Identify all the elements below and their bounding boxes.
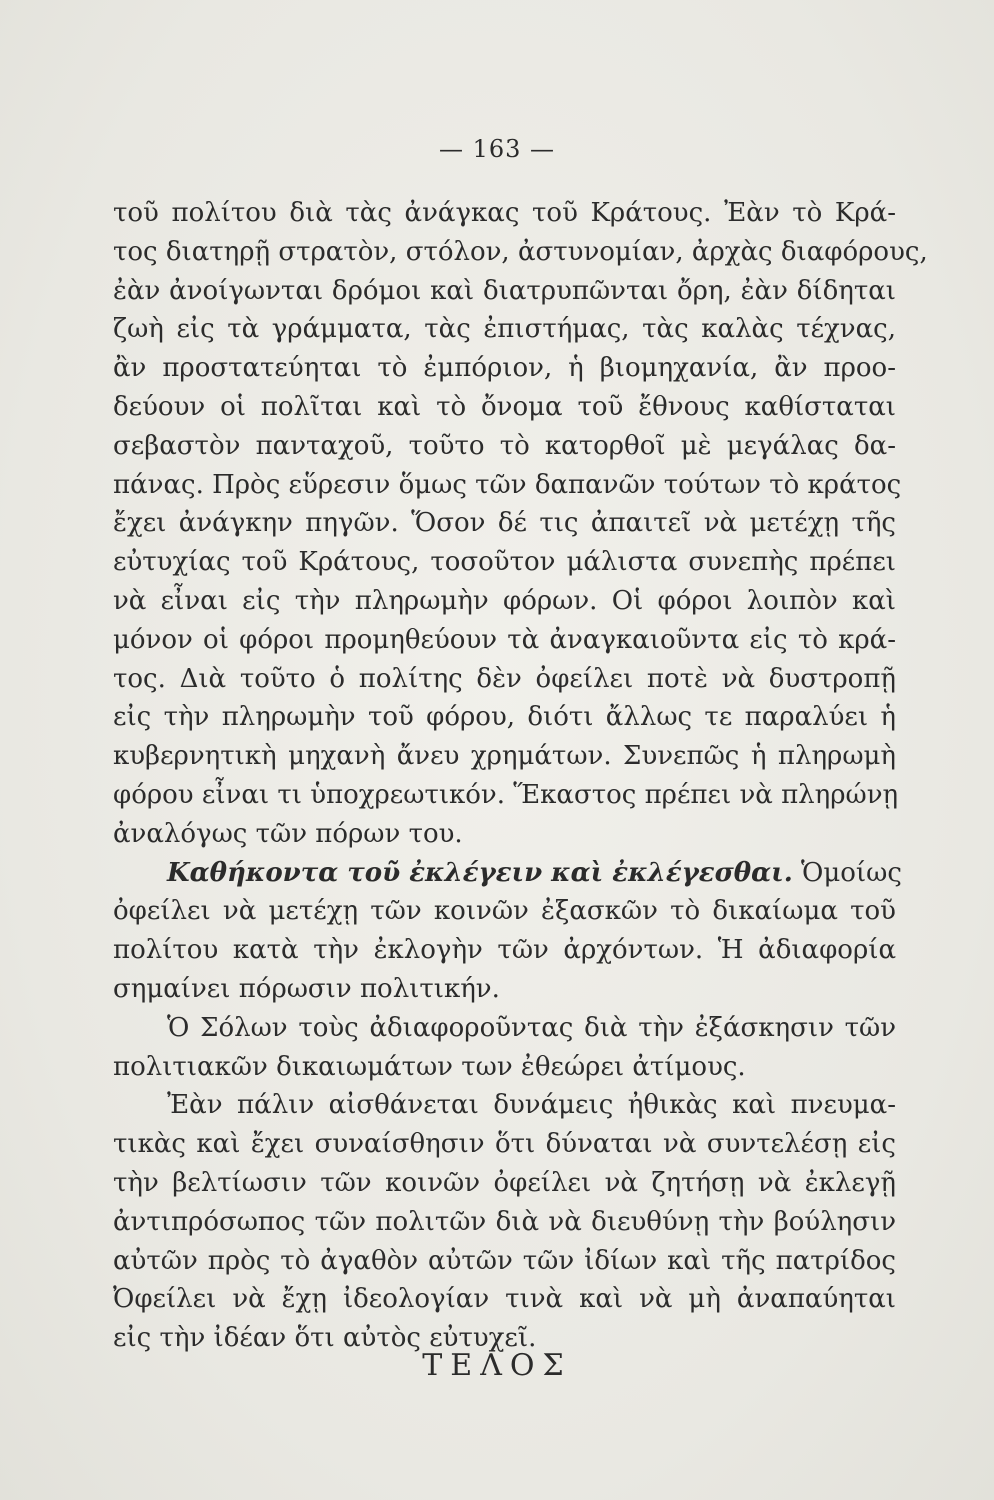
text-line: ἔχει ἀνάγκην πηγῶν. Ὅσον δέ τις ἀπαιτεῖ νὰ μετέχῃ τῆς — [113, 508, 896, 539]
page-number: — 163 — — [438, 135, 556, 163]
text-line: φόρου εἶναι τι ὑποχρεωτικόν. Ἕκαστος πρέπει νὰ πληρώνῃ — [113, 779, 899, 810]
text-line: δεύουν οἱ πολῖται καὶ τὸ ὄνομα τοῦ ἔθνους καθίσταται — [113, 391, 896, 422]
text-line: σημαίνει πόρωσιν πολιτικήν. — [113, 973, 500, 1004]
text-line: ζωὴ εἰς τὰ γράμματα, τὰς ἐπιστήμας, τὰς καλὰς τέχνας, — [113, 314, 896, 345]
section-heading-line — [113, 854, 902, 893]
text-line: πολίτου κατὰ τὴν ἐκλογὴν τῶν ἀρχόντων. Ἡ ἀδιαφορία — [113, 935, 896, 966]
text-line: ἂν προστατεύηται τὸ ἐμπόριον, ἡ βιομηχανία, ἂν προο- — [113, 353, 896, 384]
text-line: πολιτιακῶν δικαιωμάτων των ἐθεώρει ἀτίμους. — [113, 1051, 746, 1082]
text-line: σεβαστὸν πανταχοῦ, τοῦτο τὸ κατορθοῖ μὲ μεγάλας δα- — [113, 430, 896, 461]
text-line: Ὀφείλει νὰ ἔχῃ ἰδεολογίαν τινὰ καὶ νὰ μὴ ἀναπαύηται — [113, 1284, 896, 1315]
text-line: τὴν βελτίωσιν τῶν κοινῶν ὀφείλει νὰ ζητήσῃ νὰ ἐκλεγῇ — [113, 1167, 896, 1198]
end-mark: ΤΕΛΟΣ — [422, 1348, 572, 1383]
text-line: τος. Διὰ τοῦτο ὁ πολίτης δὲν ὀφείλει ποτὲ νὰ δυστροπῇ — [113, 663, 896, 694]
text-line: Ἐὰν πάλιν αἰσθάνεται δυνάμεις ἠθικὰς καὶ πνευμα- — [167, 1090, 896, 1121]
body-text — [113, 194, 928, 1358]
text-line: ἀντιπρόσωπος τῶν πολιτῶν διὰ νὰ διευθύνῃ τὴν βούλησιν — [113, 1206, 896, 1237]
text-line: τος διατηρῇ στρατὸν, στόλον, ἀστυνομίαν, ἀρχὰς διαφόρους, — [113, 236, 928, 267]
text-line: νὰ εἶναι εἰς τὴν πληρωμὴν φόρων. Οἱ φόροι λοιπὸν καὶ — [113, 585, 896, 616]
text-line: τικὰς καὶ ἔχει συναίσθησιν ὅτι δύναται νὰ συντελέσῃ εἰς — [113, 1129, 896, 1160]
heading-continuation: Ὁμοίως — [801, 857, 902, 888]
text-line: ἐὰν ἀνοίγωνται δρόμοι καὶ διατρυπῶνται ὄρη, ἐὰν δίδηται — [113, 275, 896, 306]
text-line: κυβερνητικὴ μηχανὴ ἄνευ χρημάτων. Συνεπῶς ἡ πληρωμὴ — [113, 741, 896, 772]
text-line: μόνον οἱ φόροι προμηθεύουν τὰ ἀναγκαιοῦντα εἰς τὸ κρά- — [113, 624, 896, 655]
text-line: τοῦ πολίτου διὰ τὰς ἀνάγκας τοῦ Κράτους. Ἐὰν τὸ Κρά- — [113, 198, 896, 228]
text-line: αὐτῶν πρὸς τὸ ἀγαθὸν αὐτῶν τῶν ἰδίων καὶ τῆς πατρίδος — [113, 1245, 896, 1276]
text-line: εἰς τὴν ἰδέαν ὅτι αὐτὸς εὐτυχεῖ. — [113, 1323, 537, 1354]
section-heading: Καθήκοντα τοῦ ἐκλέγειν καὶ ἐκλέγεσθαι. — [167, 857, 793, 888]
text-line: πάνας. Πρὸς εὕρεσιν ὅμως τῶν δαπανῶν τούτων τὸ κράτος — [113, 469, 902, 500]
text-line: εὐτυχίας τοῦ Κράτους, τοσοῦτον μάλιστα συνεπὴς πρέπει — [113, 547, 896, 578]
text-line: ἀναλόγως τῶν πόρων του. — [113, 818, 463, 849]
text-line: Ὁ Σόλων τοὺς ἀδιαφοροῦντας διὰ τὴν ἐξάσκησιν τῶν — [167, 1012, 896, 1043]
text-line: ὀφείλει νὰ μετέχῃ τῶν κοινῶν ἐξασκῶν τὸ δικαίωμα τοῦ — [113, 896, 896, 927]
text-line: εἰς τὴν πληρωμὴν τοῦ φόρου, διότι ἄλλως τε παραλύει ἡ — [113, 702, 896, 733]
